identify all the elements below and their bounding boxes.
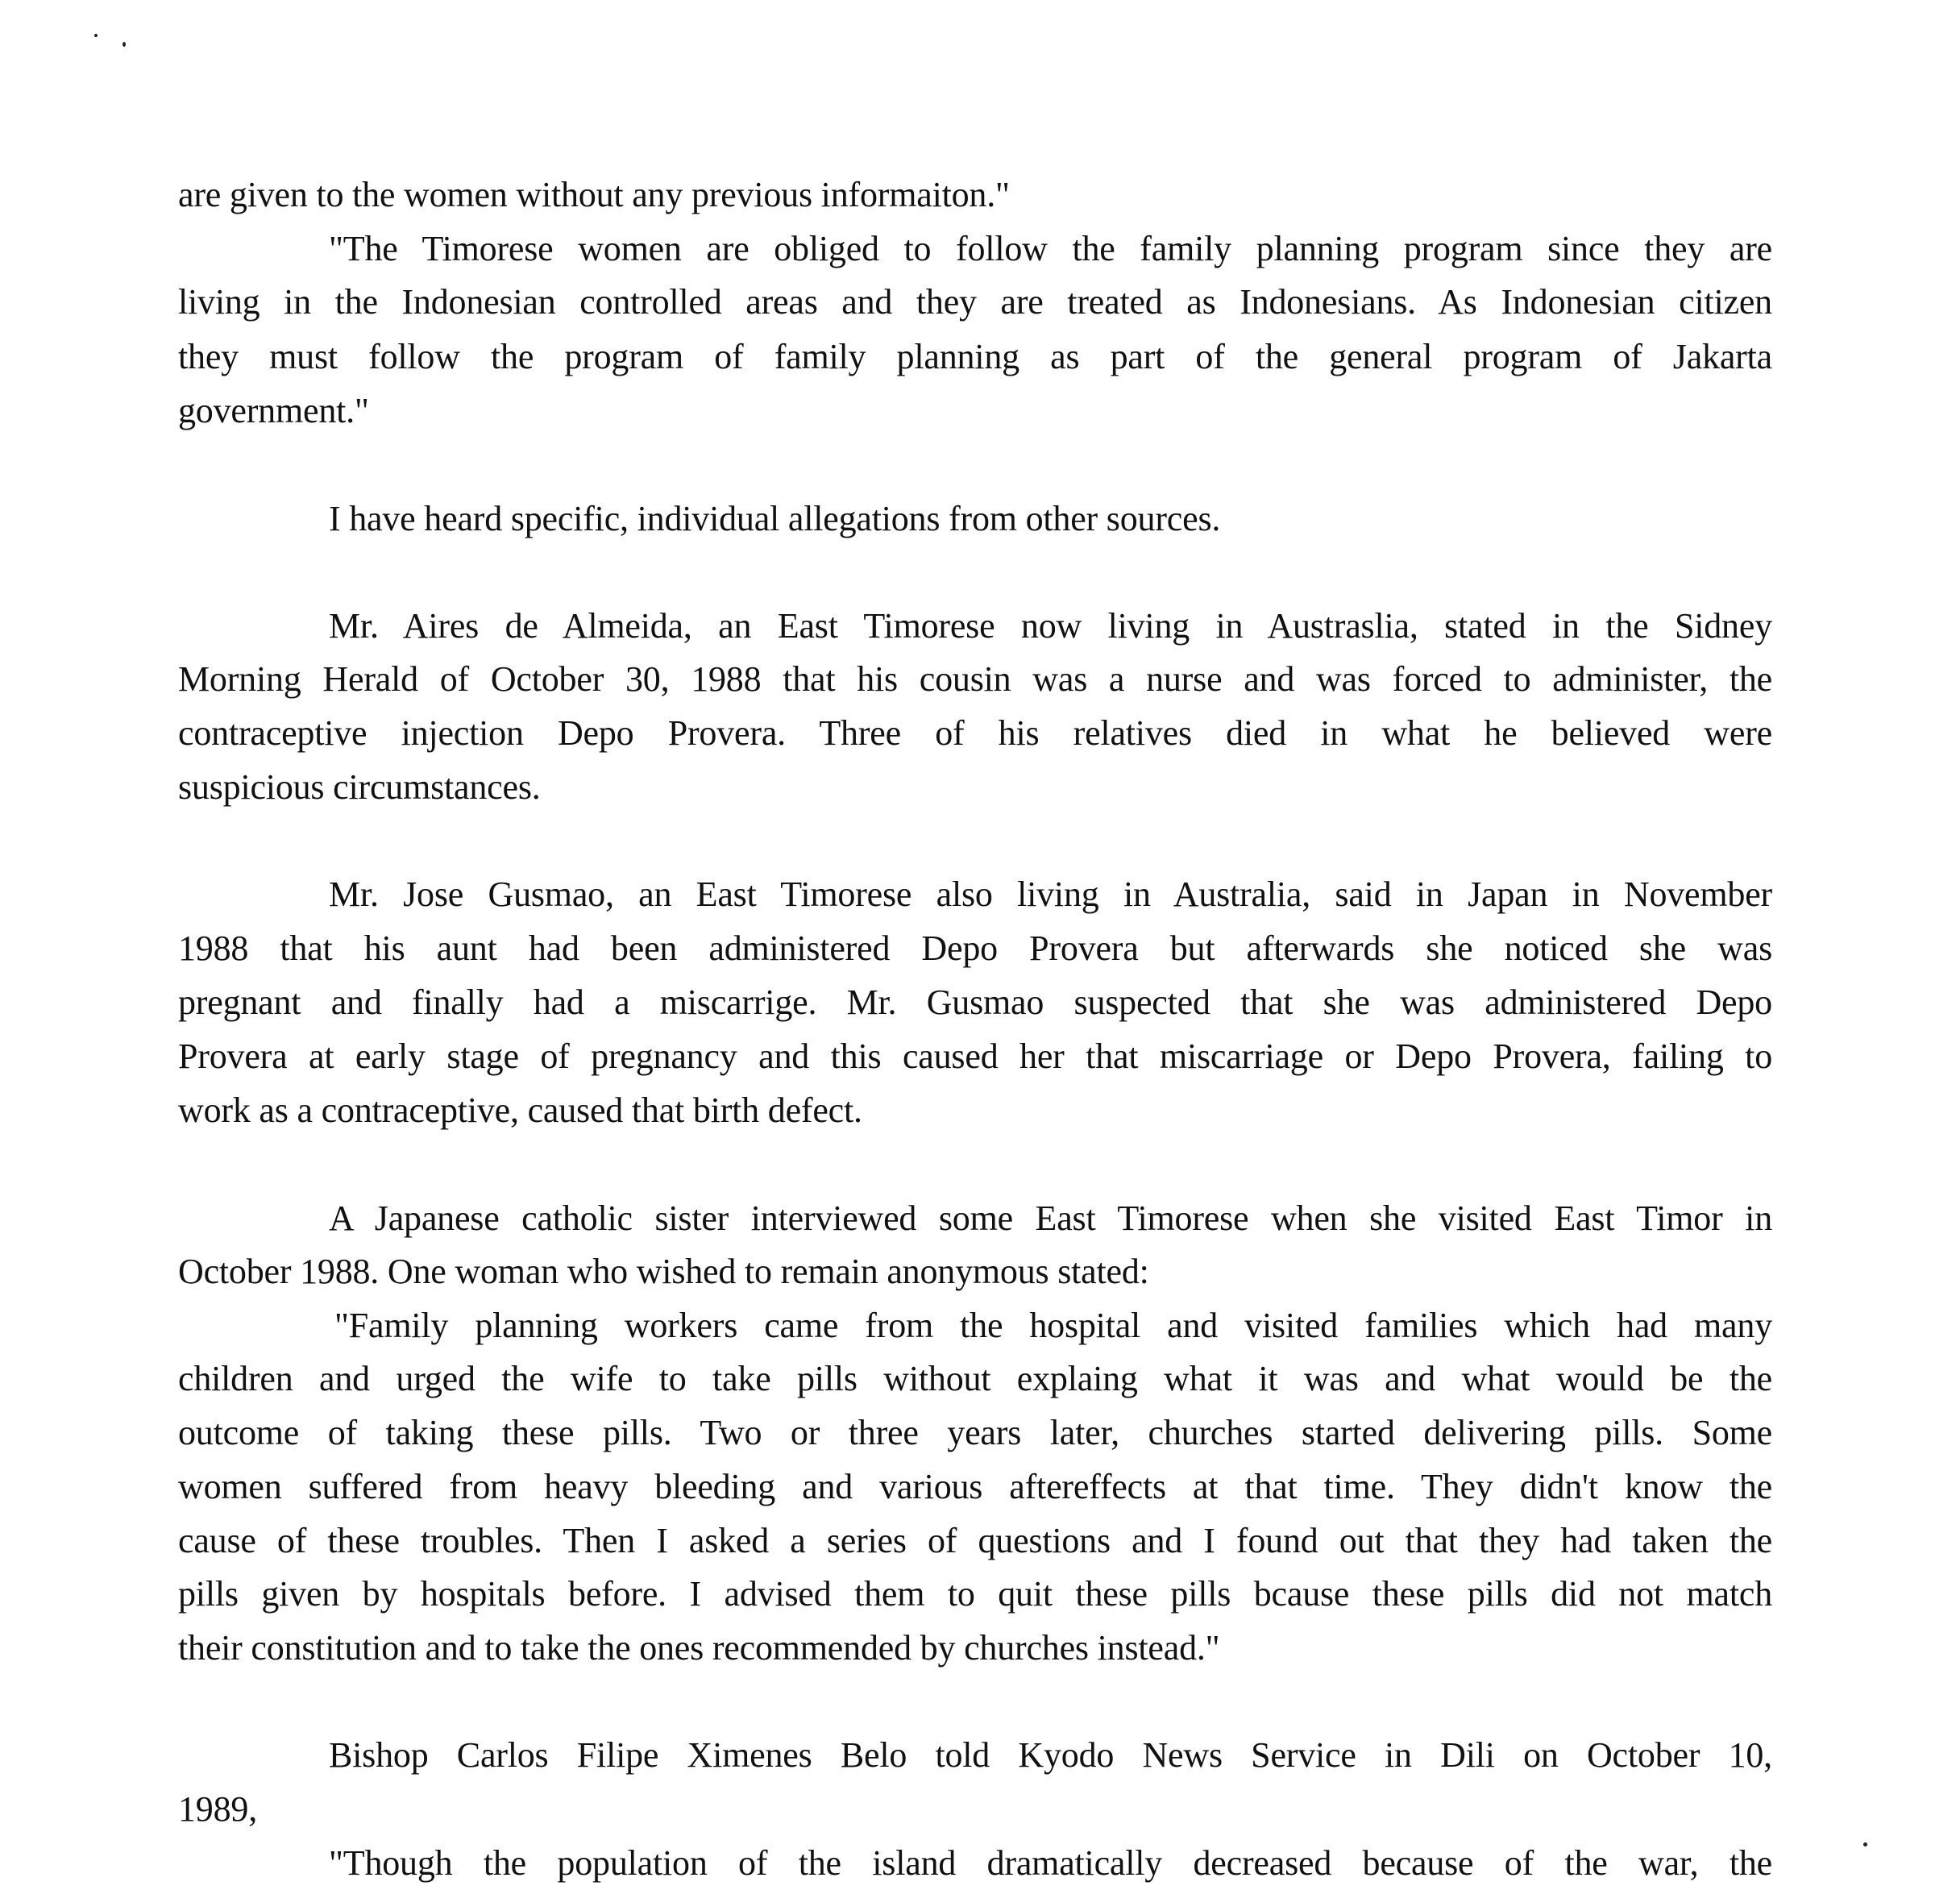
text-line: cause of these troubles. Then I asked a series of questions and I found out that they had taken the	[178, 1521, 1772, 1560]
text-line: government."	[178, 391, 369, 430]
text-line: A Japanese catholic sister interviewed some East Timorese when she visited East Timor in	[329, 1198, 1772, 1238]
text-line: women suffered from heavy bleeding and various aftereffects at that time. They didn't know the	[178, 1467, 1772, 1506]
text-line: work as a contraceptive, caused that birth defect.	[178, 1090, 862, 1130]
scan-speck	[94, 34, 98, 37]
text-line: I have heard specific, individual allegations from other sources.	[329, 499, 1221, 538]
text-line: Bishop Carlos Filipe Ximenes Belo told Kyodo News Service in Dili on October 10,	[329, 1735, 1772, 1775]
text-line: Mr. Jose Gusmao, an East Timorese also living in Australia, said in Japan in November	[329, 874, 1772, 914]
text-line: "Though the population of the island dramatically decreased because of the war, the	[329, 1843, 1772, 1883]
scan-speck	[1863, 1842, 1867, 1846]
text-line: suspicious circumstances.	[178, 767, 541, 807]
text-line: contraceptive injection Depo Provera. Three of his relatives died in what he believed were	[178, 713, 1772, 753]
text-line: their constitution and to take the ones recommended by churches instead."	[178, 1628, 1220, 1668]
text-line: are given to the women without any previous informaiton."	[178, 175, 1010, 214]
scan-speck	[122, 42, 126, 47]
text-line: "Family planning workers came from the hospital and visited families which had many	[334, 1306, 1772, 1345]
text-line: Mr. Aires de Almeida, an East Timorese now living in Austraslia, stated in the Sidney	[329, 606, 1772, 646]
text-line: October 1988. One woman who wished to remain anonymous stated:	[178, 1252, 1149, 1291]
text-line: 1989,	[178, 1789, 258, 1829]
text-line: outcome of taking these pills. Two or three years later, churches started delivering pills. Some	[178, 1413, 1772, 1452]
text-line: pills given by hospitals before. I advised them to quit these pills bcause these pills did not match	[178, 1574, 1772, 1614]
text-line: Morning Herald of October 30, 1988 that his cousin was a nurse and was forced to administer, the	[178, 659, 1772, 699]
text-line: "The Timorese women are obliged to follow the family planning program since they are	[329, 229, 1772, 268]
text-line: Provera at early stage of pregnancy and this caused her that miscarriage or Depo Provera, failing to	[178, 1036, 1772, 1076]
text-line: they must follow the program of family planning as part of the general program of Jakarta	[178, 337, 1772, 376]
text-line: 1988 that his aunt had been administered Depo Provera but afterwards she noticed she was	[178, 928, 1772, 968]
text-line: children and urged the wife to take pills without explaing what it was and what would be the	[178, 1359, 1772, 1398]
text-line: living in the Indonesian controlled areas and they are treated as Indonesians. As Indonesian citizen	[178, 282, 1772, 322]
text-line: pregnant and finally had a miscarrige. Mr. Gusmao suspected that she was administered Depo	[178, 982, 1772, 1022]
